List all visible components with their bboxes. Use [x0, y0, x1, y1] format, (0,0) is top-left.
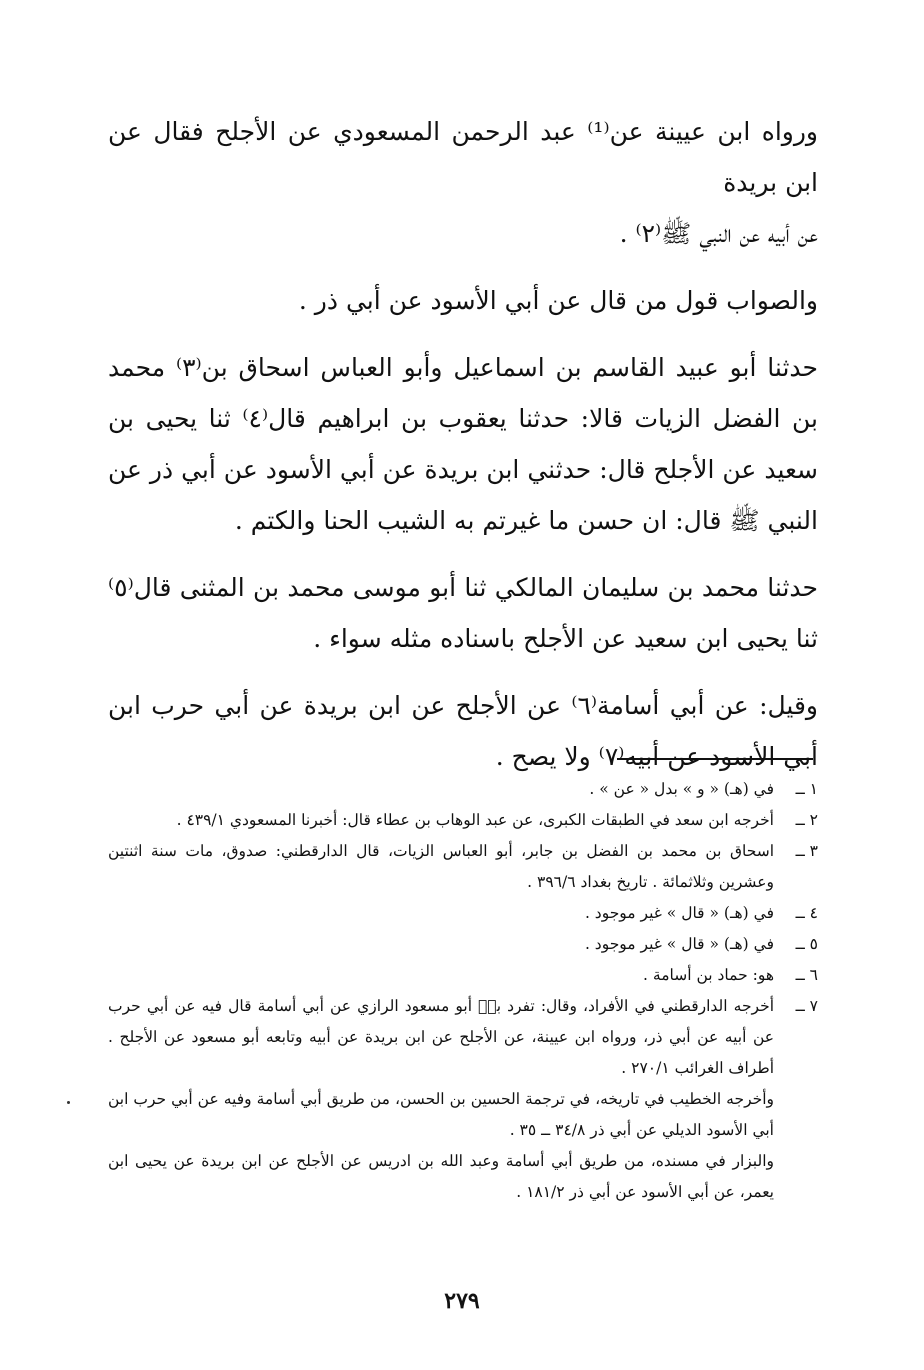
footnote-divider: [617, 758, 813, 760]
footnote-4: [108, 898, 818, 929]
footnote-7: [108, 991, 818, 1208]
paragraph-2: والصواب قول من قال عن أبي الأسود عن أبي ذر .: [298, 286, 818, 315]
footnotes: [108, 774, 818, 1208]
footnote-text: وأخرجه الخطيب في تاريخه، في ترجمة الحسين بن الحسن، من طريق أبي أسامة وفيه عن أبي حرب ابن أبي الأسود الديلي عن أبي ذر ٣٤/٨ ــ ٣٥ .: [108, 1090, 774, 1139]
footnote-number: ١ ــ: [795, 780, 818, 798]
main-text: [108, 106, 818, 798]
footnote-number: ٢ ــ: [795, 811, 818, 829]
footnote-text: والبزار في مسنده، من طريق أبي أسامة وعبد الله بن ادريس عن الأجلح عن ابن بريدة عن يحيى ابن يعمر، عن أبي الأسود عن أبي ذر ١٨١/٢ .: [108, 1152, 774, 1201]
footnote-number: ٥ ــ: [795, 935, 818, 953]
footnote-3: [108, 836, 818, 898]
page-number: ٢٧٩: [444, 1288, 480, 1314]
footnote-text: هو: حماد بن أسامة .: [643, 966, 774, 984]
footnote-5: [108, 929, 818, 960]
paragraph-4: حدثنا محمد بن سليمان المالكي ثنا أبو موسى محمد بن المثنى قال⁽٥⁾ ثنا يحيى ابن سعيد عن الأجلح باسناده مثله سواء .: [108, 573, 818, 653]
footnote-number: ٤ ــ: [795, 904, 818, 922]
footnote-number: ٣ ــ: [795, 842, 818, 860]
footnote-1: [108, 774, 818, 805]
speck-mark: [67, 1101, 70, 1104]
footnote-2: [108, 805, 818, 836]
footnote-text: في (هـ) « قال » غير موجود .: [584, 935, 774, 953]
footnote-text: أخرجه ابن سعد في الطبقات الكبرى، عن عبد الوهاب بن عطاء قال: أخبرنا المسعودي ٤٣٩/١ .: [176, 811, 774, 829]
footnote-6: [108, 960, 818, 991]
paragraph-1-line-2: عن أبيه عن النبي ﷺ⁽٢⁾ .: [619, 219, 818, 248]
footnote-text: في (هـ) « و » بدل « عن » .: [589, 780, 774, 798]
paragraph-5: وقيل: عن أبي أسامة⁽٦⁾ عن الأجلح عن ابن بريدة عن أبي حرب ابن أبي الأسود عن أبيه⁽٧⁾ ولا يصح .: [108, 691, 818, 771]
footnote-text: اسحاق بن محمد بن الفضل بن جابر، أبو العباس الزيات، قال الدارقطني: صدوق، مات سنة اثنتين وعشرين وثلاثمائة . تاريخ بغداد ٣٩٦/٦ .: [108, 842, 774, 891]
footnote-text: في (هـ) « قال » غير موجود .: [584, 904, 774, 922]
paragraph-1: [108, 106, 818, 259]
paragraph-3: حدثنا أبو عبيد القاسم بن اسماعيل وأبو العباس اسحاق بن⁽٣⁾ محمد بن الفضل الزيات قالا: حدثنا يعقوب بن ابراهيم قال⁽٤⁾ ثنا يحيى بن سعيد عن الأجلح قال: حدثني ابن بريدة عن أبي الأسود عن أبي ذر عن النبي ﷺ قال: ان حسن ما غيرتم به الشيب الحنا والكتم .: [108, 353, 818, 535]
footnote-number: ٧ ــ: [795, 997, 818, 1015]
paragraph-1-line-1: ورواه ابن عيينة عن⁽¹⁾ عبد الرحمن المسعودي عن الأجلح فقال عن ابن بريدة: [108, 117, 818, 197]
footnote-number: ٦ ــ: [795, 966, 818, 984]
footnote-text: أخرجه الدارقطني في الأفراد، وقال: تفرد بهٖ أبو مسعود الرازي عن أبي أسامة قال فيه عن أبي حرب عن أبيه عن أبي ذر، ورواه ابن عيينة، عن الأجلح عن ابن بريدة عن أبيه وتابعه أبو مسعود عن الأجلح . أطراف الغرائب ٢٧٠/١ .: [108, 997, 774, 1077]
